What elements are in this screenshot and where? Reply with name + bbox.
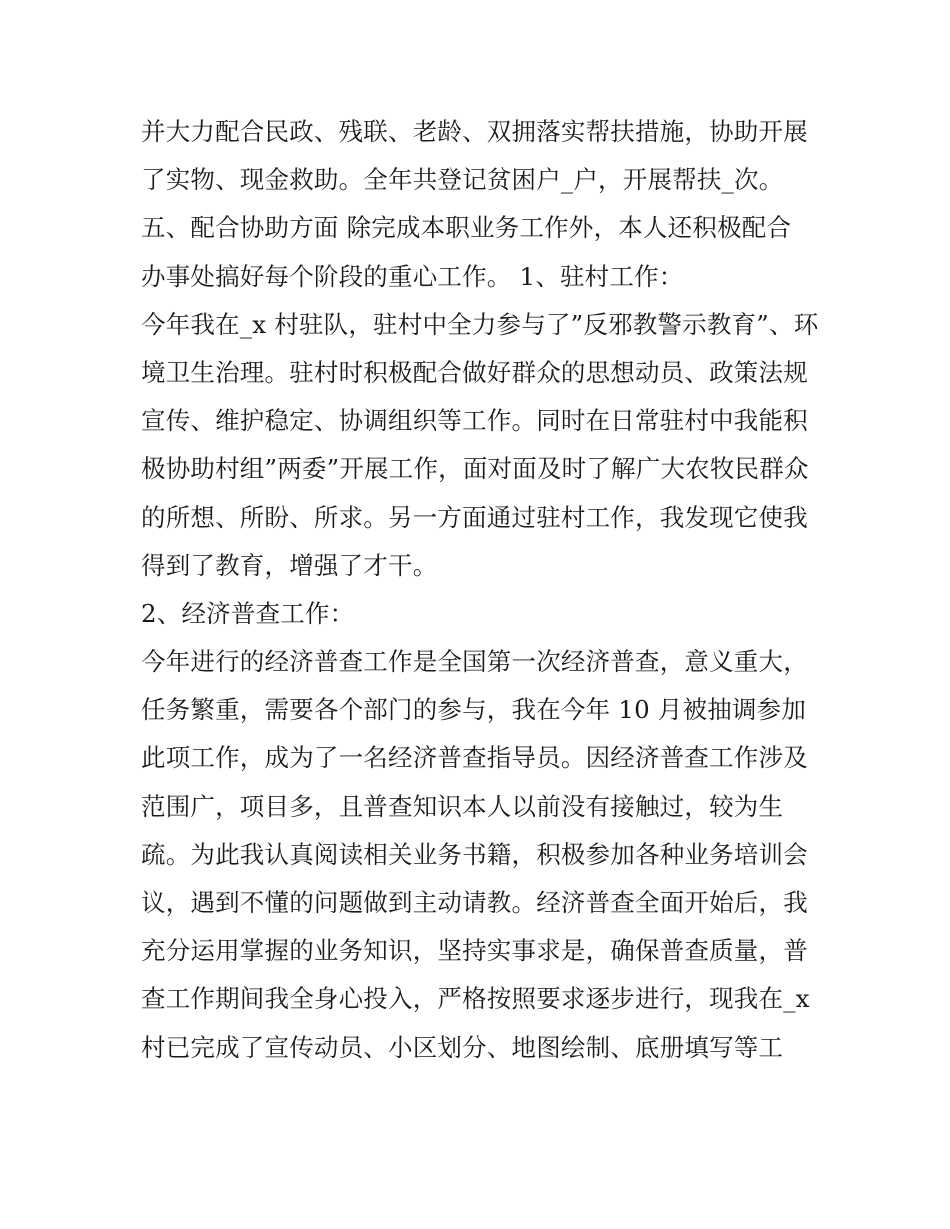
text-line: 境卫生治理。驻村时积极配合做好群众的思想动员、政策法规 — [141, 357, 808, 387]
text-line: 范围广，项目多，且普查知识本人以前没有接触过，较为生 — [141, 791, 784, 821]
text-line: 五、配合协助方面 除完成本职业务工作外，本人还积极配合 — [141, 213, 792, 243]
text-line: 2、经济普查工作： — [141, 598, 355, 628]
text-line: 村已完成了宣传动员、小区划分、地图绘制、底册填写等工 — [141, 1032, 784, 1062]
text-line: 宣传、维护稳定、协调组织等工作。同时在日常驻村中我能积 — [141, 406, 808, 436]
document-body — [141, 108, 821, 1072]
text-line: 办事处搞好每个阶段的重心工作。 1、驻村工作： — [141, 261, 684, 291]
text-line: 议，遇到不懂的问题做到主动请教。经济普查全面开始后，我 — [141, 888, 808, 917]
text-line: 的所想、所盼、所求。另一方面通过驻村工作，我发现它使我 — [141, 502, 808, 532]
text-line: 任务繁重，需要各个部门的参与，我在今年 10 月被抽调参加 — [141, 695, 807, 725]
text-line: 查工作期间我全身心投入，严格按照要求逐步进行，现我在_x — [141, 984, 810, 1014]
text-line: 了实物、现金救助。全年共登记贫困户_户，开展帮扶_次。 — [141, 165, 784, 195]
text-line: 今年进行的经济普查工作是全国第一次经济普查，意义重大， — [141, 647, 808, 677]
text-line: 今年我在_x 村驻队，驻村中全力参与了”反邪教警示教育”、环 — [141, 309, 819, 339]
text-line: 得到了教育，增强了才干。 — [141, 550, 438, 580]
text-line: 并大力配合民政、残联、老龄、双拥落实帮扶措施，协助开展 — [141, 117, 808, 146]
text-line: 疏。为此我认真阅读相关业务书籍，积极参加各种业务培训会 — [141, 839, 808, 869]
text-line: 极协助村组”两委”开展工作，面对面及时了解广大农牧民群众 — [141, 454, 809, 484]
text-line: 充分运用掌握的业务知识，坚持实事求是，确保普查质量，普 — [141, 936, 808, 966]
text-line: 此项工作，成为了一名经济普查指导员。因经济普查工作涉及 — [141, 743, 808, 773]
